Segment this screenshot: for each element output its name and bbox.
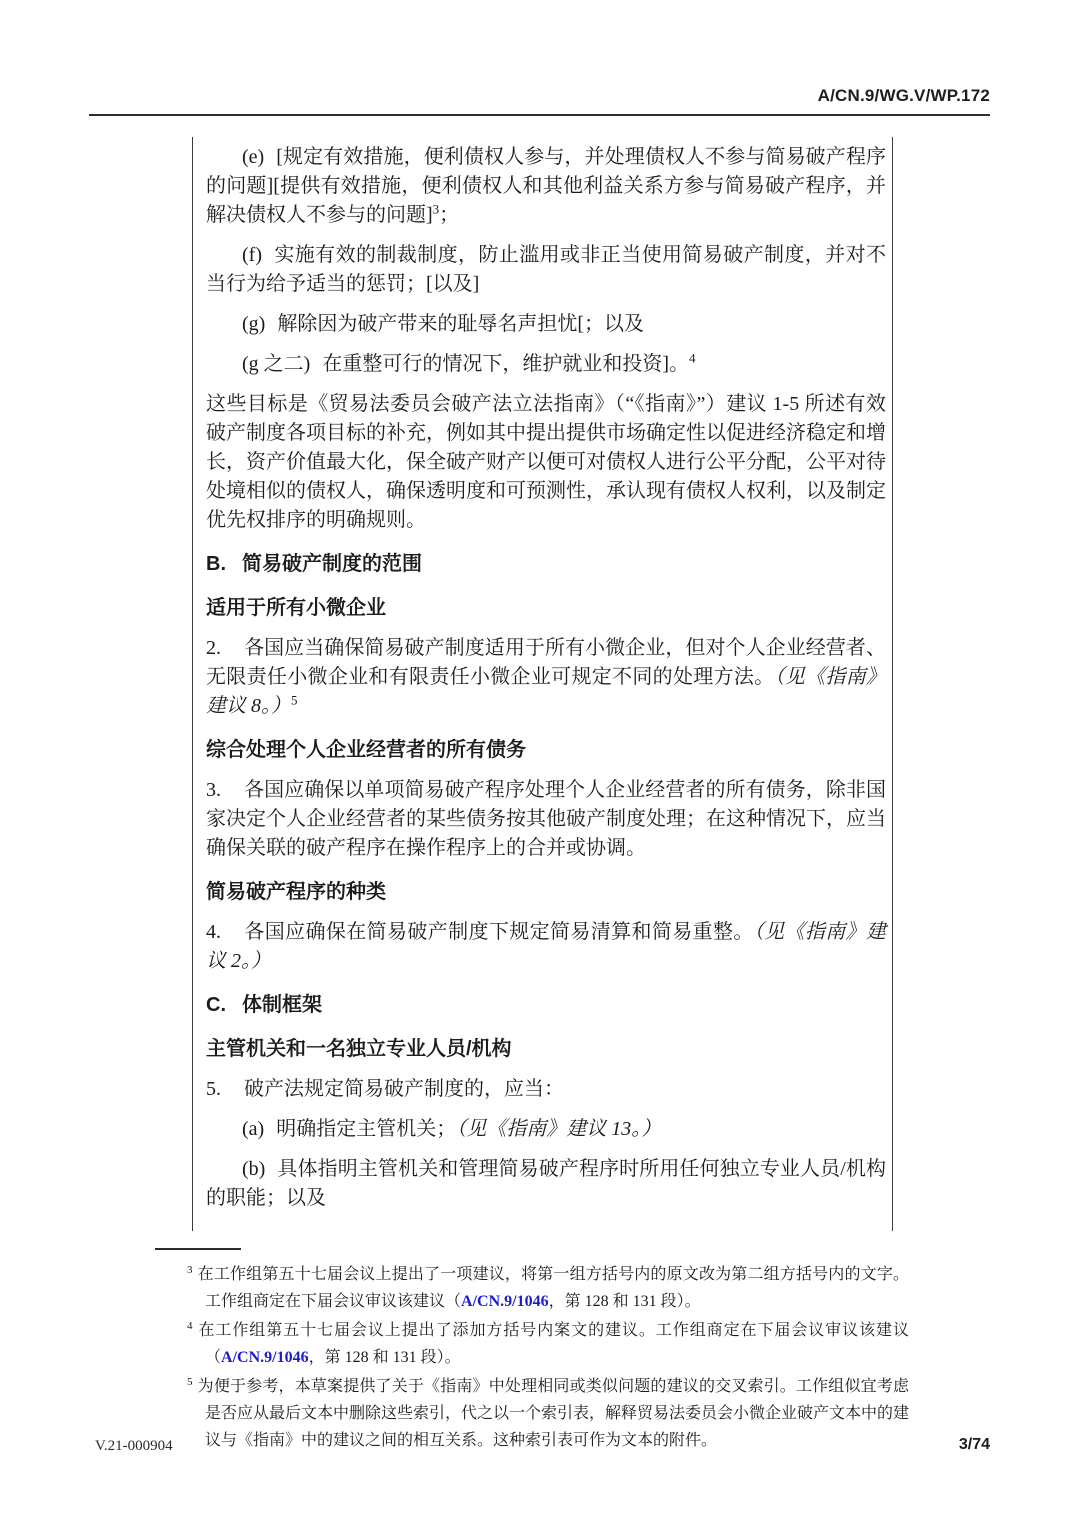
paragraph-number: 2. [206, 637, 221, 659]
footnote-text: ，第 128 和 131 段）。 [308, 1349, 461, 1366]
item-marker: (f) [242, 244, 262, 266]
subheading-authority: 主管机关和一名独立专业人员/机构 [206, 1038, 512, 1060]
footnote-number: 4 [187, 1319, 193, 1332]
paragraph-number: 3. [206, 779, 221, 801]
paragraph-item-g-bis [206, 350, 886, 379]
item-marker: (a) [242, 1118, 265, 1140]
paragraph-3 [206, 776, 886, 863]
paragraph-number: 5. [206, 1078, 221, 1100]
item-text: 明确指定主管机关； [276, 1118, 457, 1140]
footer-document-number: V.21-000904 [95, 1438, 173, 1454]
footnote-ref-3: 3 [432, 201, 440, 217]
subheading-types: 简易破产程序的种类 [206, 881, 386, 903]
subheading-scope: 适用于所有小微企业 [206, 597, 386, 619]
section-title: 体制框架 [242, 994, 322, 1016]
footnote-text: ，第 128 和 131 段）。 [548, 1293, 701, 1310]
paragraph-5 [206, 1075, 886, 1104]
item-text: [规定有效措施，便利债权人参与，并处理债权人不参与简易破产程序的问题][提供有效措施，便利债权人和其他利益关系方参与简易破产程序，并解决债权人不参与的问题] [206, 146, 886, 226]
guide-reference: （见《指南》建议 2。） [206, 921, 886, 972]
paragraph-text: 各国应当确保简易破产制度适用于所有小微企业，但对个人企业经营者、无限责任小微企业和有限责任小微企业可规定不同的处理方法。 [206, 637, 886, 688]
item-text: 解除因为破产带来的耻辱名声担忧[；以及 [277, 313, 644, 335]
section-letter: C. [206, 994, 226, 1016]
header-rule [89, 114, 990, 116]
paragraph-4 [206, 918, 886, 976]
guide-reference: （见《指南》建议 8。） [206, 666, 886, 717]
item-text: 具体指明主管机关和管理简易破产程序时所用任何独立专业人员/机构的职能；以及 [206, 1158, 886, 1209]
paragraph-item-b [206, 1155, 886, 1213]
paragraph-text: 各国应确保在简易破产制度下规定简易清算和简易重整。 [244, 921, 754, 943]
item-marker: (b) [242, 1158, 266, 1180]
footnote-number: 3 [187, 1263, 193, 1276]
footnote-text: 在工作组第五十七届会议上提出了添加方括号内案文的建议。工作组商定在下届会议审议该建议（ [197, 1322, 909, 1366]
item-text: 在重整可行的情况下，维护就业和投资]。 [322, 353, 689, 375]
footnote-5 [187, 1373, 909, 1454]
document-link[interactable]: A/CN.9/1046 [461, 1293, 549, 1310]
footnote-ref-5: 5 [291, 692, 298, 708]
paragraph-goals [206, 390, 886, 535]
item-marker: (g) [242, 313, 266, 335]
paragraph-item-g [206, 310, 886, 339]
document-body [192, 137, 893, 1231]
paragraph-2 [206, 634, 886, 721]
item-text: 实施有效的制裁制度，防止滥用或非正当使用简易破产制度，并对不当行为给予适当的惩罚；[以及] [206, 244, 886, 295]
section-title: 简易破产制度的范围 [242, 553, 422, 575]
footnote-separator [155, 1248, 241, 1250]
item-marker: (e) [242, 146, 265, 168]
footnote-3 [187, 1261, 909, 1315]
section-heading-b [206, 550, 886, 579]
footnote-ref-4: 4 [689, 350, 696, 366]
paragraph-text: 破产法规定简易破产制度的，应当： [244, 1078, 564, 1100]
footnote-text: 在工作组第五十七届会议上提出了一项建议，将第一组方括号内的原文改为第二组方括号内的文字。工作组商定在下届会议审议该建议（ [197, 1266, 909, 1310]
section-heading-c [206, 991, 886, 1020]
guide-reference: （见《指南》建议 13。） [456, 1118, 662, 1140]
item-marker: (g 之二) [242, 353, 311, 375]
footnotes-section [187, 1261, 909, 1456]
paragraph-text: 这些目标是《贸易法委员会破产法立法指南》（“《指南》”）建议 1-5 所述有效破产制度各项目标的补充，例如其中提出提供市场确定性以促进经济稳定和增长，资产价值最大化，保全破产财产以便可对债权人进行公平分配，公平对待处境相似的债权人，确保透明度和可预测性，承认现有债权人权利，以及制定优先权排序的明确规则。 [206, 393, 886, 531]
item-text-tail: ； [439, 204, 460, 226]
document-symbol: A/CN.9/WG.V/WP.172 [817, 86, 990, 105]
footnote-text: 为便于参考，本草案提供了关于《指南》中处理相同或类似问题的建议的交叉索引。工作组似宜考虑是否应从最后文本中删除这些索引，代之以一个索引表，解释贸易法委员会小微企业破产文本中的建议与《指南》中的建议之间的相互关系。这种索引表可作为文本的附件。 [197, 1378, 910, 1449]
paragraph-item-a [206, 1115, 886, 1144]
paragraph-text: 各国应确保以单项简易破产程序处理个人企业经营者的所有债务，除非国家决定个人企业经营者的某些债务按其他破产制度处理；在这种情况下，应当确保关联的破产程序在操作程序上的合并或协调。 [206, 779, 886, 859]
subheading-debts: 综合处理个人企业经营者的所有债务 [206, 739, 526, 761]
paragraph-number: 4. [206, 921, 221, 943]
footnote-4 [187, 1317, 909, 1371]
section-letter: B. [206, 553, 226, 575]
paragraph-item-e [206, 143, 886, 230]
paragraph-item-f [206, 241, 886, 299]
footer-page-number: 3/74 [958, 1436, 990, 1453]
footnote-number: 5 [187, 1375, 193, 1388]
document-link[interactable]: A/CN.9/1046 [221, 1349, 309, 1366]
